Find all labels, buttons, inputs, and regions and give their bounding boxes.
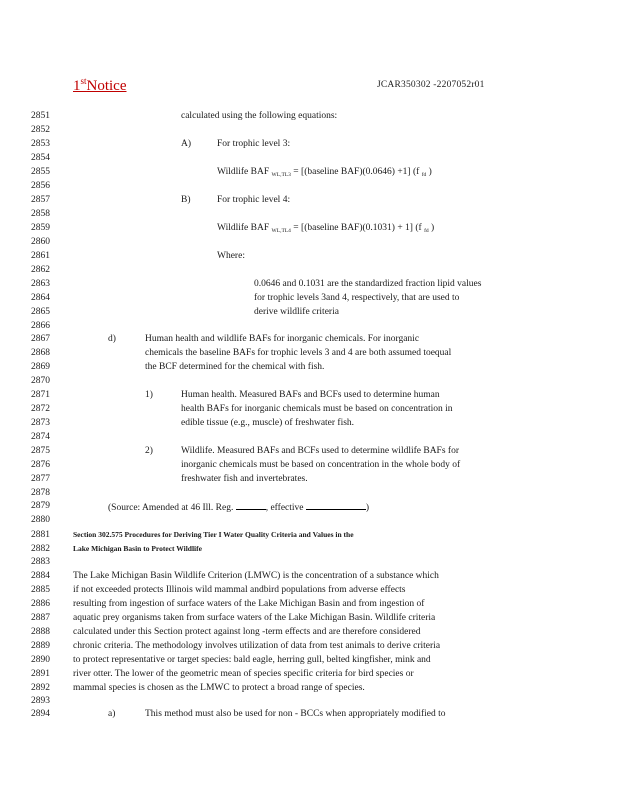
source-text: (Source: Amended at 46 Ill. Reg.: [108, 503, 234, 513]
source-close: ): [365, 503, 370, 513]
text-line-2863: 0.0646 and 0.1031 are the standardized fraction lipid values: [254, 279, 482, 289]
line-number: 2856: [31, 181, 50, 191]
line-number: 2861: [31, 251, 50, 261]
line-number: 2879: [31, 501, 50, 511]
line-number: 2887: [31, 613, 50, 623]
line-number: 2883: [31, 557, 50, 567]
document-id: JCAR350302 -2207052r01: [377, 80, 485, 90]
line-number: 2890: [31, 655, 50, 665]
equation-subscript: WL,TL3: [271, 172, 291, 178]
list-label-A: A): [181, 139, 192, 149]
line-number: 2864: [31, 293, 50, 303]
notice-header: [73, 76, 127, 95]
text-line-2884: The Lake Michigan Basin Wildlife Criterion (LMWC) is the concentration of a substance which: [73, 571, 439, 581]
text-line-2875: Wildlife. Measured BAFs and BCFs used to determine wildlife BAFs for: [181, 446, 459, 456]
line-number: 2869: [31, 362, 50, 372]
section-heading-line-1: Section 302.575 Procedures for Deriving Tier I Water Quality Criteria and Values in the: [73, 530, 354, 539]
line-number: 2875: [31, 446, 50, 456]
line-number: 2865: [31, 307, 50, 317]
text-line-2857: For trophic level 4:: [217, 195, 291, 205]
line-number: 2854: [31, 153, 50, 163]
line-number: 2877: [31, 474, 50, 484]
text-line-2864: for trophic levels 3and 4, respectively, that are used to: [254, 293, 460, 303]
equation-lhs: Wildlife BAF: [217, 223, 272, 233]
equation-rhs: = [(baseline BAF)(0.1031) + 1] (f: [290, 223, 425, 233]
text-line-2861: Where:: [217, 251, 245, 261]
line-number: 2868: [31, 348, 50, 358]
line-number: 2882: [31, 544, 50, 554]
text-line-2869: the BCF determined for the chemical with fish.: [145, 362, 325, 372]
text-line-2887: aquatic prey organisms taken from surface waters of the Lake Michigan Basin. Wildlife criteria: [73, 613, 436, 623]
line-number: 2859: [31, 223, 50, 233]
equation-close: ): [428, 223, 435, 233]
line-number: 2876: [31, 460, 50, 470]
text-line-2851: calculated using the following equations:: [181, 111, 338, 121]
line-number: 2852: [31, 125, 50, 135]
line-number: 2894: [31, 709, 50, 719]
text-line-2894: This method must also be used for non - BCCs when appropriately modified to: [145, 709, 446, 719]
equation-subscript-fd: fd: [421, 172, 427, 178]
equation-lhs: Wildlife BAF: [217, 167, 272, 177]
text-line-2889: chronic criteria. The methodology involves utilization of data from test animals to derive criteria: [73, 641, 441, 651]
line-number: 2851: [31, 111, 50, 121]
line-number: 2857: [31, 195, 50, 205]
notice-word: Notice: [86, 78, 127, 94]
line-number: 2862: [31, 265, 50, 275]
line-number: 2858: [31, 209, 50, 219]
text-line-2876: inorganic chemicals must be based on concentration in the whole body of: [181, 460, 461, 470]
effective-text: , effective: [265, 503, 304, 513]
text-line-2871: Human health. Measured BAFs and BCFs used to determine human: [181, 390, 440, 400]
equation-close: ): [426, 167, 432, 177]
line-number: 2863: [31, 279, 50, 289]
line-number: 2867: [31, 334, 50, 344]
text-line-2853: For trophic level 3:: [217, 139, 291, 149]
line-number: 2881: [31, 530, 50, 540]
equation-rhs: = [(baseline BAF)(0.0646) +1] (f: [290, 167, 422, 177]
line-number: 2872: [31, 404, 50, 414]
line-number: 2873: [31, 418, 50, 428]
equation-subscript-fd: fd: [424, 228, 429, 234]
list-label-2: 2): [145, 446, 153, 456]
text-line-2888: calculated under this Section protect against long -term effects and are therefore considered: [73, 627, 421, 637]
list-label-d: d): [108, 334, 116, 344]
notice-superscript: st: [80, 76, 87, 86]
line-number: 2870: [31, 376, 50, 386]
text-line-2877: freshwater fish and invertebrates.: [181, 474, 308, 484]
notice-number: 1: [73, 78, 81, 94]
line-number: 2871: [31, 390, 50, 400]
line-number: 2891: [31, 669, 50, 679]
equation-subscript: WL,TL4: [271, 228, 291, 234]
text-line-2872: health BAFs for inorganic chemicals must be based on concentration in: [181, 404, 453, 414]
text-line-2892: mammal species is chosen as the LMWC to protect a broad range of species.: [73, 683, 365, 693]
text-line-2868: chemicals the baseline BAFs for trophic levels 3 and 4 are both assumed toequal: [145, 348, 452, 358]
line-number: 2880: [31, 515, 50, 525]
list-label-a2: a): [108, 709, 116, 719]
line-number: 2853: [31, 139, 50, 149]
list-label-B: B): [181, 195, 191, 205]
equation-trophic-3: [217, 166, 432, 181]
text-line-2867: Human health and wildlife BAFs for inorganic chemicals. For inorganic: [145, 334, 420, 344]
text-line-2885: if not exceeded protects Illinois wild mammal andbird populations from adverse effects: [73, 585, 406, 595]
line-number: 2874: [31, 432, 50, 442]
list-label-1: 1): [145, 390, 153, 400]
text-line-2886: resulting from ingestion of surface waters of the Lake Michigan Basin and from ingestion of: [73, 599, 425, 609]
section-heading-line-2: Lake Michigan Basin to Protect Wildlife: [73, 544, 202, 553]
equation-trophic-4: [217, 222, 434, 237]
line-number: 2889: [31, 641, 50, 651]
reg-blank: [236, 500, 266, 510]
line-number: 2888: [31, 627, 50, 637]
line-number: 2892: [31, 683, 50, 693]
line-number: 2878: [31, 488, 50, 498]
text-line-2865: derive wildlife criteria: [254, 307, 339, 317]
text-line-2890: to protect representative or target species: bald eagle, herring gull, belted kingfisher, mink and: [73, 655, 431, 665]
line-number: 2860: [31, 237, 50, 247]
date-blank: [306, 500, 366, 510]
line-number: 2885: [31, 585, 50, 595]
text-line-2891: river otter. The lower of the geometric mean of species specific criteria for bird species or: [73, 669, 414, 679]
source-note: [108, 500, 369, 514]
line-number: 2893: [31, 696, 50, 706]
text-line-2873: edible tissue (e.g., muscle) of freshwater fish.: [181, 418, 355, 428]
line-number: 2866: [31, 321, 50, 331]
line-number: 2884: [31, 571, 50, 581]
line-number: 2855: [31, 167, 50, 177]
line-number: 2886: [31, 599, 50, 609]
